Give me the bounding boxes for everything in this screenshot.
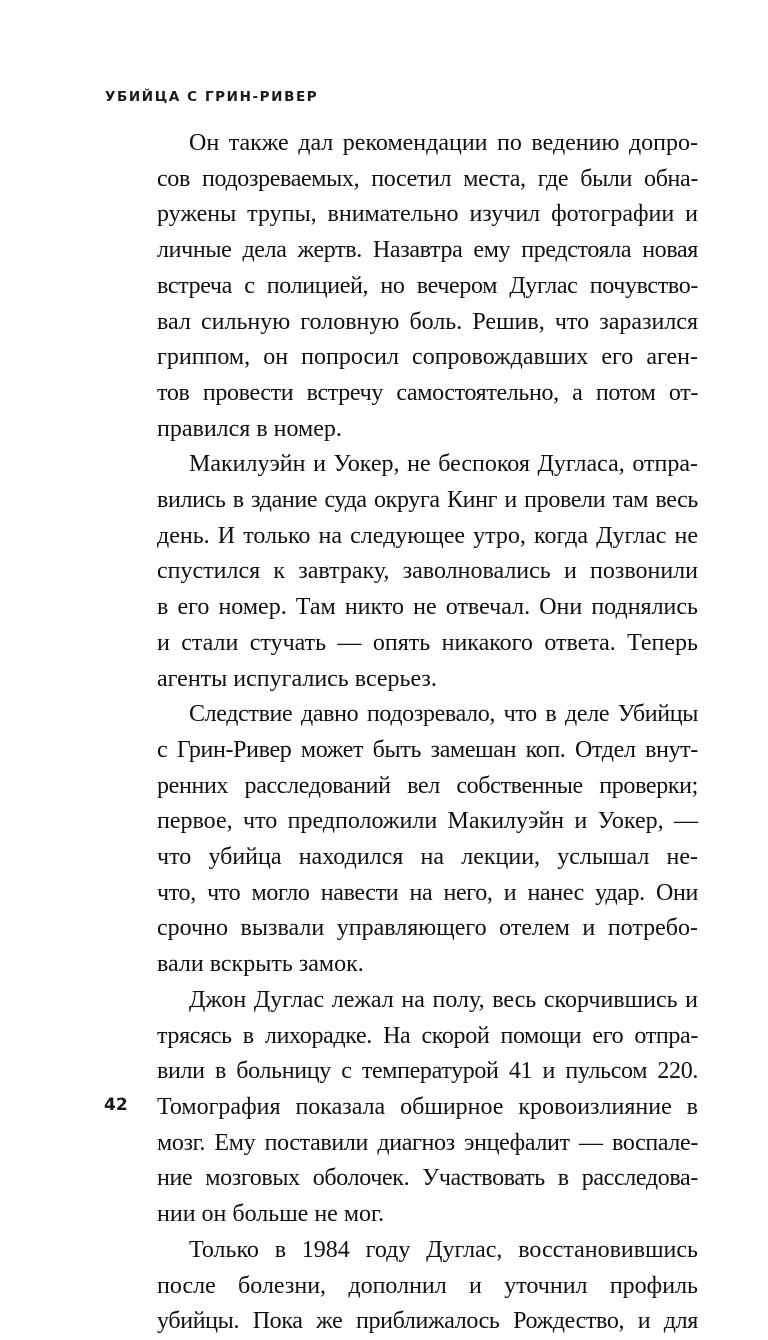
text-line: спустился к завтраку, заволновались и позвонили: [157, 558, 698, 585]
text-line: встреча с полицией, но вечером Дуглас почувство-: [157, 272, 698, 299]
text-line: личные дела жертв. Назавтра ему предстояла новая: [157, 237, 698, 264]
text-line: вали вскрыть замок.: [157, 951, 364, 978]
text-line: день. И только на следующее утро, когда Дуглас не: [157, 522, 698, 549]
text-line: мозг. Ему поставили диагноз энцефалит — воспале-: [157, 1129, 698, 1156]
text-line: гриппом, он попросил сопровождавших его аген-: [157, 344, 698, 371]
text-line: Только в 1984 году Дуглас, восстановившись: [189, 1236, 698, 1263]
text-line: что убийца находился на лекции, услышал не-: [157, 844, 698, 871]
text-line: после болезни, дополнил и уточнил профиль: [157, 1272, 698, 1299]
text-line: ренних расследований вел собственные проверки;: [157, 772, 698, 799]
text-line: трясясь в лихорадке. На скорой помощи его отпра-: [157, 1022, 698, 1049]
text-line: агенты испугались всерьез.: [157, 665, 437, 692]
text-line: ружены трупы, внимательно изучил фотографии и: [157, 201, 698, 228]
text-line: с Грин-Ривер может быть замешан коп. Отдел внут-: [157, 736, 698, 763]
paragraph: [157, 126, 698, 447]
text-line: Джон Дуглас лежал на полу, весь скорчившись и: [189, 986, 698, 1013]
running-head: УБИЙЦА С ГРИН-РИВЕР: [105, 89, 319, 105]
paragraph: [157, 983, 698, 1233]
text-line: и стали стучать — опять никакого ответа. Теперь: [157, 629, 698, 656]
text-line: первое, что предположили Макилуэйн и Уокер, —: [157, 808, 698, 835]
text-line: тов провести встречу самостоятельно, а потом от-: [157, 379, 698, 406]
text-line: вили в больницу с температурой 41 и пульсом 220.: [157, 1058, 698, 1085]
text-line: Он также дал рекомендации по ведению допро-: [189, 130, 698, 156]
paragraph: [157, 697, 698, 983]
text-line: убийцы. Пока же приближалось Рождество, и для: [157, 1308, 698, 1335]
text-line: правился в номер.: [157, 415, 342, 442]
text-line: ние мозговых оболочек. Участвовать в расследова-: [157, 1165, 698, 1192]
text-line: нии он больше не мог.: [157, 1201, 385, 1228]
paragraph: [157, 1233, 698, 1340]
text-line: Томография показала обширное кровоизлияние в: [157, 1093, 698, 1120]
text-line: вились в здание суда округа Кинг и провели там весь: [157, 487, 698, 514]
text-line: срочно вызвали управляющего отелем и потребо-: [157, 915, 698, 942]
text-line: Макилуэйн и Уокер, не беспокоя Дугласа, отпра-: [189, 451, 698, 478]
text-line: Следствие давно подозревало, что в деле Убийцы: [189, 701, 698, 728]
body-text: [157, 126, 698, 1340]
paragraph: [157, 447, 698, 697]
page-number: 42: [104, 1095, 128, 1115]
text-line: что, что могло навести на него, и нанес удар. Они: [157, 879, 698, 906]
text-line: вал сильную головную боль. Решив, что заразился: [157, 308, 698, 335]
text-line: в его номер. Там никто не отвечал. Они поднялись: [157, 594, 698, 621]
text-line: сов подозреваемых, посетил места, где были обна-: [157, 165, 698, 192]
